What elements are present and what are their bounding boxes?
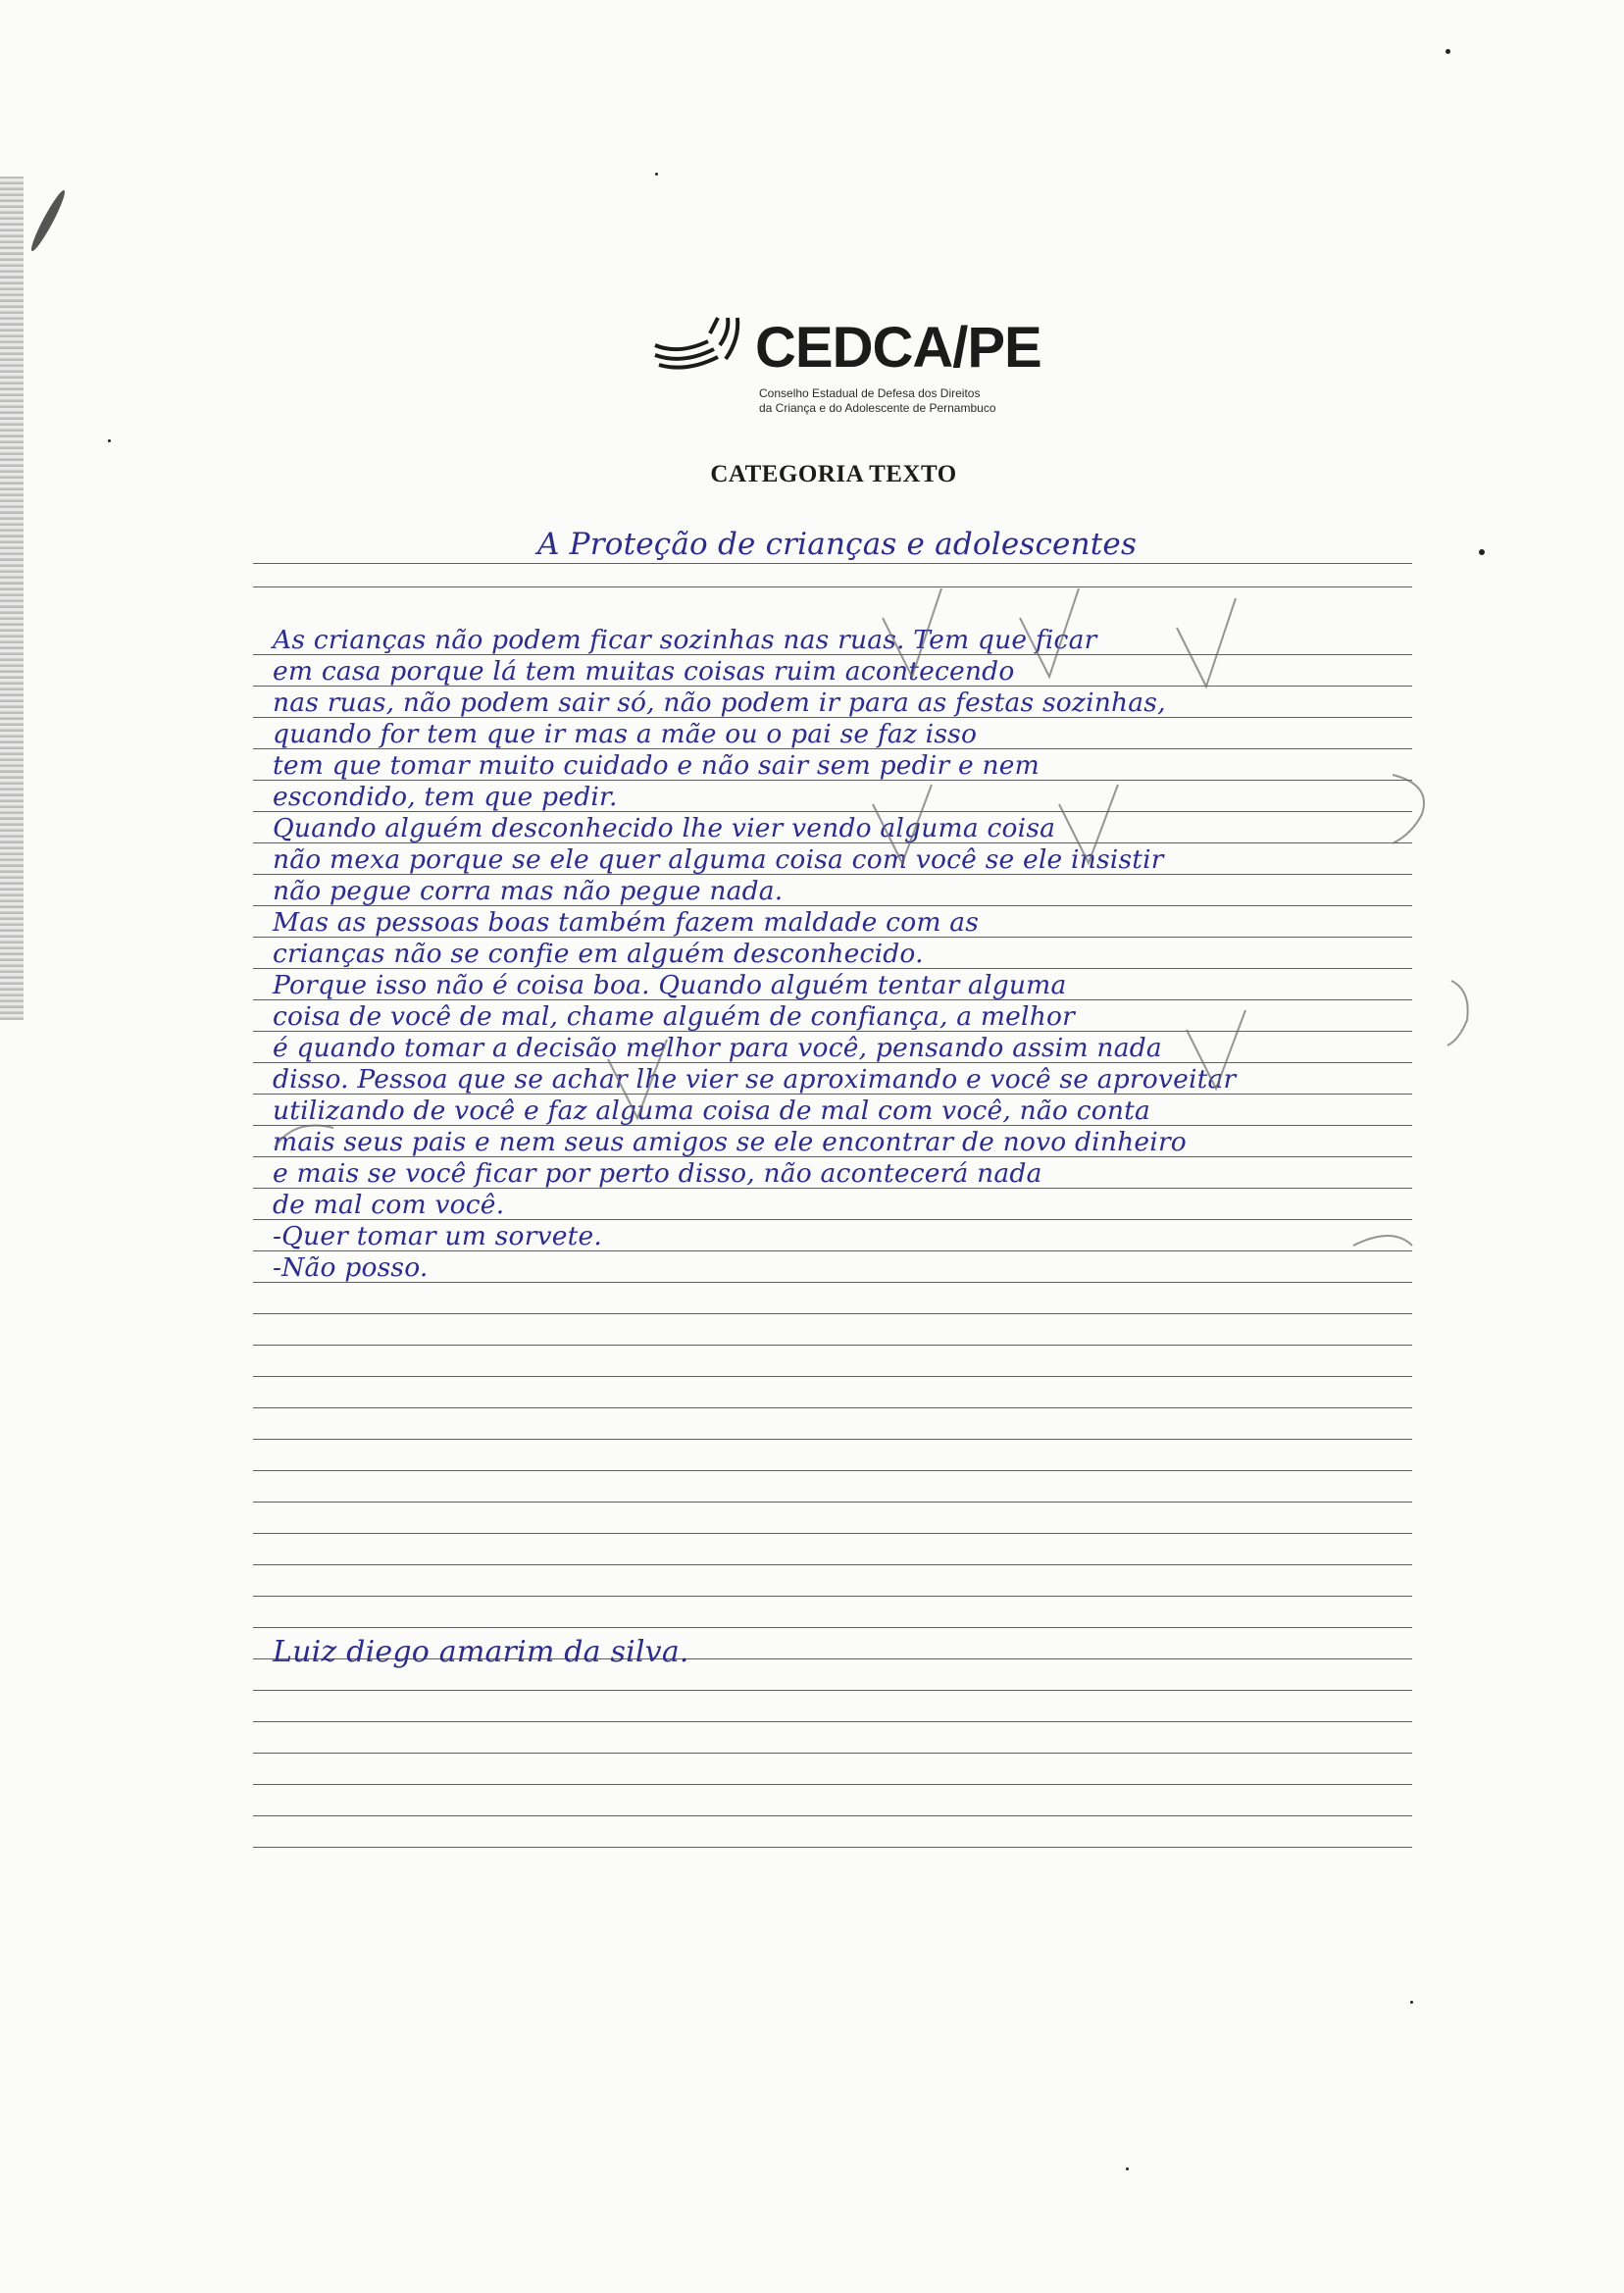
essay-line: não mexa porque se ele quer alguma coisa com você se ele insistir — [273, 844, 1164, 875]
category-heading: CATEGORIA TEXTO — [710, 461, 957, 487]
rule-line — [253, 1313, 1412, 1314]
speck — [1479, 549, 1485, 555]
org-subtitle — [759, 386, 996, 416]
rule-line — [253, 1470, 1412, 1471]
rule-line — [253, 1596, 1412, 1597]
essay-line: -Não posso. — [273, 1252, 429, 1283]
essay-line: nas ruas, não podem sair só, não podem ir para as festas sozinhas, — [273, 688, 1166, 718]
rule-line — [253, 1407, 1412, 1408]
essay-line: tem que tomar muito cuidado e não sair sem pedir e nem — [273, 750, 1040, 781]
essay-line: crianças não se confie em alguém desconhecido. — [273, 939, 924, 969]
signature: Luiz diego amarim da silva. — [273, 1635, 689, 1669]
essay-line: não pegue corra mas não pegue nada. — [273, 876, 784, 906]
question-mark-icon — [1447, 981, 1468, 1045]
rule-line — [253, 1690, 1412, 1691]
essay-line: Quando alguém desconhecido lhe vier vendo alguma coisa — [273, 813, 1056, 843]
rule-line — [253, 1439, 1412, 1440]
rule-line — [253, 1533, 1412, 1534]
rule-line — [253, 563, 1412, 564]
speck — [1410, 2001, 1413, 2004]
rule-line — [253, 1721, 1412, 1722]
speck — [655, 173, 658, 176]
essay-line: coisa de você de mal, chame alguém de confiança, a melhor — [273, 1001, 1076, 1032]
rule-line — [253, 1815, 1412, 1816]
rule-line — [253, 1627, 1412, 1628]
essay-line: de mal com você. — [273, 1190, 505, 1220]
speck — [1446, 49, 1450, 54]
rule-line — [253, 586, 1412, 587]
rule-line — [253, 1345, 1412, 1346]
rule-line — [253, 1847, 1412, 1848]
scan-edge-artifact — [0, 177, 24, 1020]
writing-sheet — [253, 527, 1412, 1868]
essay-line: Mas as pessoas boas também fazem maldade com as — [273, 907, 980, 938]
rule-line — [253, 1502, 1412, 1503]
rule-line — [253, 1753, 1412, 1754]
essay-line: e mais se você ficar por perto disso, não acontecerá nada — [273, 1158, 1042, 1189]
rule-line — [253, 1784, 1412, 1785]
essay-line: escondido, tem que pedir. — [273, 782, 618, 812]
org-subtitle-line: Conselho Estadual de Defesa dos Direitos — [759, 386, 981, 400]
speck — [108, 439, 111, 442]
essay-line: em casa porque lá tem muitas coisas ruim acontecendo — [273, 656, 1015, 687]
cedca-logo — [649, 316, 1041, 424]
org-subtitle-line: da Criança e do Adolescente de Pernambuco — [759, 401, 996, 415]
org-name: CEDCA/PE — [755, 316, 1041, 380]
rule-line — [253, 1376, 1412, 1377]
essay-line: Porque isso não é coisa boa. Quando alguém tentar alguma — [273, 970, 1067, 1000]
rule-line — [253, 1564, 1412, 1565]
essay-line: disso. Pessoa que se achar lhe vier se aproximando e você se aproveitar — [273, 1064, 1237, 1095]
scan-streak-artifact — [27, 188, 69, 254]
essay-line: utilizando de você e faz alguma coisa de mal com você, não conta — [273, 1096, 1150, 1126]
essay-line: é quando tomar a decisão melhor para você, pensando assim nada — [273, 1033, 1162, 1063]
logo-waves-icon — [649, 316, 743, 384]
essay-line: -Quer tomar um sorvete. — [273, 1221, 602, 1251]
essay-title: A Proteção de crianças e adolescentes — [537, 527, 1138, 562]
essay-line: quando for tem que ir mas a mãe ou o pai se faz isso — [273, 719, 978, 749]
essay-line: mais seus pais e nem seus amigos se ele encontrar de novo dinheiro — [273, 1127, 1187, 1157]
essay-line: As crianças não podem ficar sozinhas nas ruas. Tem que ficar — [273, 625, 1097, 655]
speck — [1126, 2167, 1129, 2170]
